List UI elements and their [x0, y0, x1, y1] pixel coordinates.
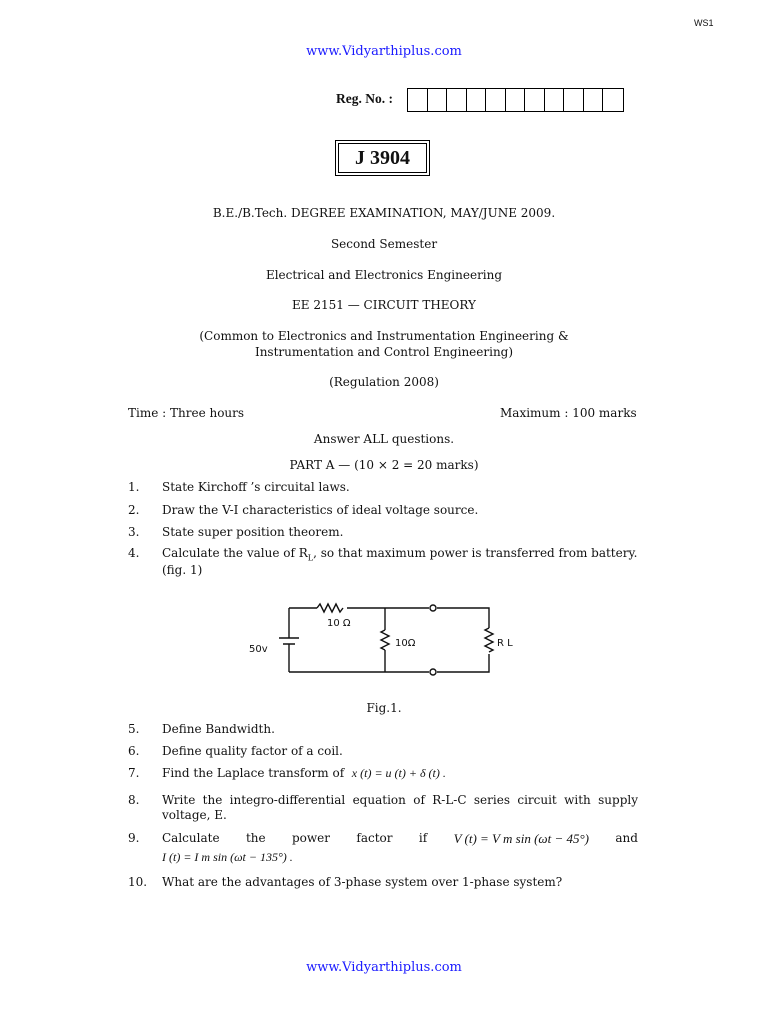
reg-box — [564, 89, 584, 111]
q9-voltage-expression: V (t) = V m sin (ωt − 45°) — [453, 831, 589, 846]
top-wire-far — [437, 608, 489, 628]
battery — [279, 638, 299, 644]
branch: Electrical and Electronics Engineering — [265, 268, 503, 282]
reg-box — [506, 89, 526, 111]
max-marks: Maximum : 100 marks — [500, 406, 637, 420]
question-text-line2: (fig. 1) — [162, 563, 203, 577]
series-resistor — [317, 604, 343, 612]
reg-box — [408, 89, 428, 111]
reg-box — [447, 89, 467, 111]
question-number: 8. — [128, 793, 140, 807]
series-resistor-label: 10 Ω — [327, 618, 351, 629]
load-label: R L — [497, 638, 513, 649]
circuit-figure — [245, 598, 523, 682]
question-text — [162, 766, 638, 781]
question-text: Write the integro-differential equation of R-L-C series circuit with supply — [162, 793, 638, 807]
question-number: 9. — [128, 831, 140, 845]
figure-caption: Fig.1. — [366, 701, 402, 715]
question-number: 1. — [128, 480, 140, 494]
instruction: Answer ALL questions. — [313, 432, 455, 446]
question-number: 3. — [128, 525, 140, 539]
q4-text: Calculate the value of R — [162, 546, 308, 560]
shunt-resistor-label: 10Ω — [395, 638, 416, 649]
bottom-wire-far — [437, 654, 489, 672]
question-text: What are the advantages of 3-phase system over 1-phase system? — [162, 875, 563, 889]
question-text-line2: voltage, E. — [162, 808, 227, 822]
common-line-1: (Common to Electronics and Instrumentation Engineering & — [199, 329, 569, 343]
q9-word: factor — [356, 831, 393, 845]
semester: Second Semester — [330, 237, 438, 251]
q9-word: the — [245, 831, 266, 845]
q9-current-expression: I (t) = I m sin (ωt − 135°) . — [162, 850, 293, 864]
question-text: Define Bandwidth. — [162, 722, 275, 736]
reg-box — [603, 89, 623, 111]
corner-code: WS1 — [694, 18, 714, 28]
q7-math: x (t) = u (t) + δ (t) . — [351, 766, 446, 780]
reg-box — [486, 89, 506, 111]
source-label: 50v — [249, 644, 268, 655]
site-url-bottom[interactable]: www.Vidyarthiplus.com — [306, 960, 462, 975]
question-text: State Kirchoff ’s circuital laws. — [162, 480, 350, 494]
paper-code-box — [335, 140, 430, 176]
shunt-resistor — [381, 630, 389, 650]
terminal-bottom — [430, 669, 436, 675]
course-title: EE 2151 — CIRCUIT THEORY — [292, 298, 476, 312]
q9-word: power — [291, 831, 330, 845]
reg-box — [428, 89, 448, 111]
q9-word: Calculate — [162, 831, 220, 845]
question-text: State super position theorem. — [162, 525, 344, 539]
reg-box — [467, 89, 487, 111]
reg-box — [584, 89, 604, 111]
reg-box — [525, 89, 545, 111]
q9-word: if — [418, 831, 428, 845]
regulation: (Regulation 2008) — [329, 375, 439, 389]
question-number: 6. — [128, 744, 140, 758]
terminal-top — [430, 605, 436, 611]
question-number: 5. — [128, 722, 140, 736]
load-resistor — [485, 628, 493, 652]
question-text: Define quality factor of a coil. — [162, 744, 343, 758]
part-a-heading: PART A — (10 × 2 = 20 marks) — [289, 458, 479, 472]
reg-no-label: Reg. No. : — [336, 91, 393, 106]
degree-line: B.E./B.Tech. DEGREE EXAMINATION, MAY/JUNE 2009. — [212, 206, 556, 220]
site-url-top[interactable]: www.Vidyarthiplus.com — [306, 44, 462, 59]
question-text — [162, 831, 638, 847]
q4-subscript: L — [307, 553, 314, 563]
question-number: 2. — [128, 503, 140, 517]
question-text — [162, 546, 638, 562]
question-number: 4. — [128, 546, 140, 560]
question-text: Draw the V-I characteristics of ideal voltage source. — [162, 503, 479, 517]
reg-no-boxes — [407, 88, 624, 112]
q9-word-after: and — [615, 831, 638, 845]
question-number: 10. — [128, 875, 148, 889]
q4-text-after: , so that maximum power is transferred from battery. — [313, 546, 638, 560]
common-line-2: Instrumentation and Control Engineering) — [254, 345, 514, 359]
question-number: 7. — [128, 766, 140, 780]
q7-text: Find the Laplace transform of — [162, 766, 345, 780]
reg-box — [545, 89, 565, 111]
time-label: Time : Three hours — [128, 406, 245, 420]
paper-code: J 3904 — [338, 143, 427, 173]
